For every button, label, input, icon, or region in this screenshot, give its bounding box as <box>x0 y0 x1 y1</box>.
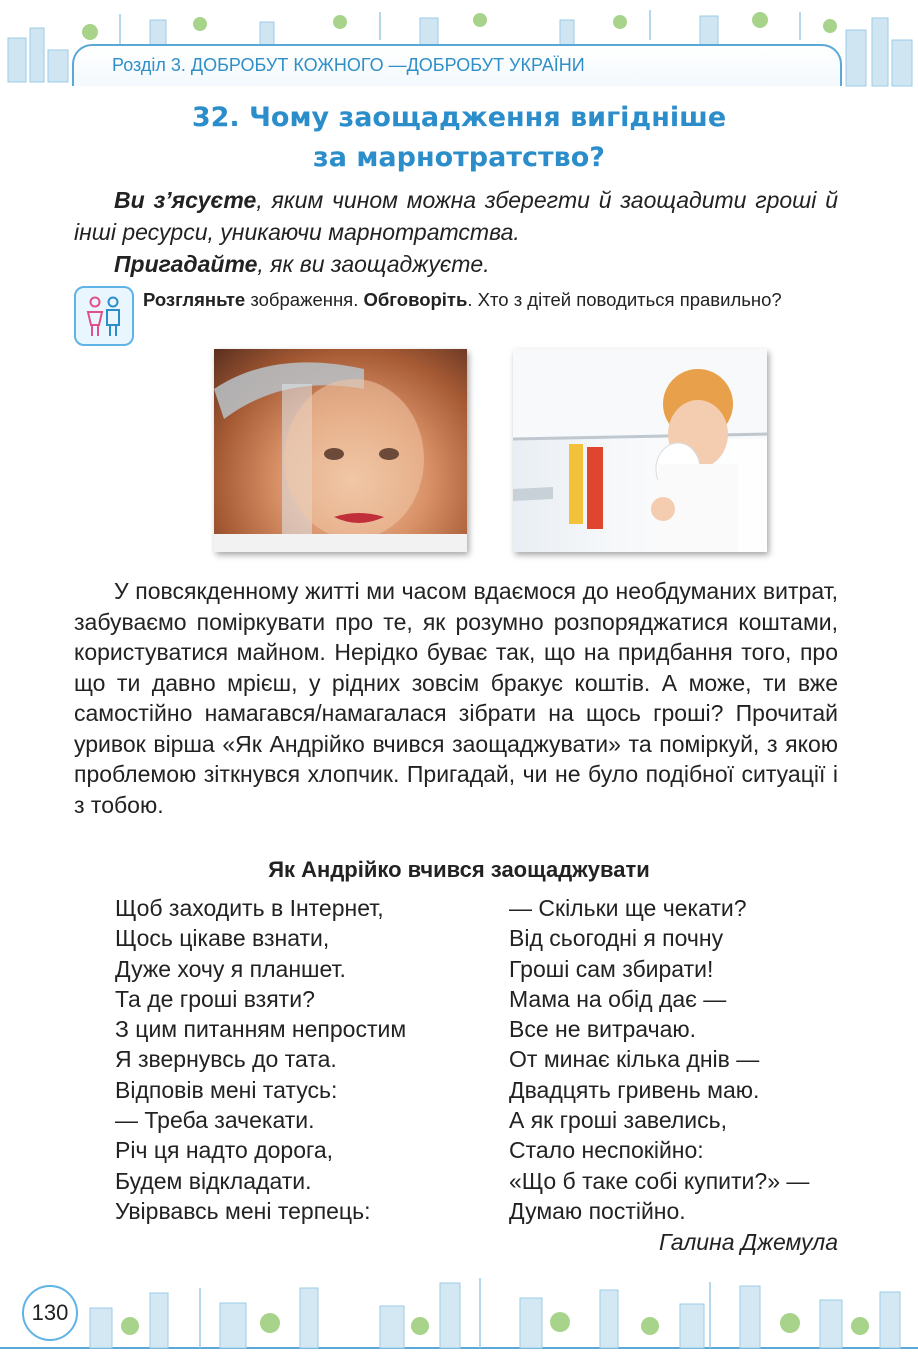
task-instructions <box>143 288 838 312</box>
poem-right-column <box>509 893 809 1226</box>
poem-line: Та де гроші взяти? <box>115 985 315 1012</box>
bottom-city-decoration <box>0 1268 918 1360</box>
task-text-2: . Хто з дітей поводиться правильно? <box>467 289 782 310</box>
poem-line: З цим питанням непростим <box>115 1016 407 1043</box>
poem-line: Стало неспокійно: <box>509 1137 704 1164</box>
poem-line: Річ ця надто дорога, <box>115 1137 334 1164</box>
intro-recall <box>74 248 838 280</box>
poem-line: Щось цікаве взнати, <box>115 925 330 952</box>
poem-line: Щоб заходить в Інтернет, <box>115 895 384 921</box>
main-paragraph-text: У повсякденному житті ми часом вдаємося до необдуманих витрат, забуваємо поміркувати про те, як розумно розпоряджатися коштами, користуватися майном. Нерідко буває так, що на придбання того, про що ти давно мрієш, у рідних зовсім бракує коштів. А може, ти вже самостійно намагався/намагалася зібрати на щось гроші? Прочитай уривок вірша «Як Андрійко вчився заощаджувати» та поміркуй, з якою проблемою зіткнувся хлопчик. Пригадай, чи не було подібної ситуації і з тобою. <box>74 578 838 818</box>
poem-line: — Треба зачекати. <box>115 1107 315 1134</box>
poem-line: Будем відкладати. <box>115 1167 312 1194</box>
lesson-title-line2: за марнотратство? <box>313 142 605 173</box>
poem-line: От минає кілька днів — <box>509 1046 760 1073</box>
page-number: 130 <box>22 1285 78 1341</box>
poem-line: Від сьогодні я почну <box>509 925 724 952</box>
poem-line: Мама на обід дає — <box>509 985 727 1012</box>
poem-left-column <box>115 893 406 1226</box>
lesson-intro <box>74 184 838 280</box>
poem-title: Як Андрійко вчився заощаджувати <box>268 857 650 882</box>
poem-line: Гроші сам збирати! <box>509 955 714 982</box>
poem-line: Відповів мені татусь: <box>115 1076 338 1103</box>
poem-line: Я звернувсь до тата. <box>115 1046 337 1073</box>
poem-line: «Що б таке собі купити?» — <box>509 1167 810 1194</box>
photo-girl-water-tap <box>214 349 467 552</box>
task-bold-discuss: Обговоріть <box>363 289 468 310</box>
task-bold-look: Розгляньте <box>143 289 246 310</box>
poem-line: Все не витрачаю. <box>509 1016 696 1043</box>
poem-line: Двадцять гривень маю. <box>509 1076 760 1103</box>
poem-line: А як гроші завелись, <box>509 1107 728 1134</box>
intro-goal-text: , яким чином можна зберегти й заощадити гроші й інші ресурси, уникаючи марнотратства. <box>74 187 838 245</box>
poem-line: — Скільки ще чекати? <box>509 895 747 921</box>
poem-line: Думаю постійно. <box>509 1197 686 1224</box>
intro-recall-bold: Пригадайте <box>114 251 258 277</box>
pair-discussion-icon <box>74 286 134 346</box>
lesson-title-line1: 32. Чому заощадження вигідніше <box>191 102 727 133</box>
poem-line: Увірвавсь мені терпець: <box>115 1197 371 1224</box>
intro-recall-text: , як ви заощаджуєте. <box>257 251 490 277</box>
section-number: Розділ 3. <box>112 55 186 75</box>
section-header <box>112 55 585 76</box>
photo-boy-washing-hands <box>513 349 767 552</box>
task-text-1: зображення. <box>245 289 364 310</box>
section-title: ДОБРОБУТ КОЖНОГО —ДОБРОБУТ УКРАЇНИ <box>190 55 585 75</box>
poem-line: Дуже хочу я планшет. <box>115 955 346 982</box>
intro-goal-bold: Ви з’ясуєте <box>114 187 257 213</box>
main-paragraph <box>74 576 838 820</box>
intro-goal <box>74 184 838 248</box>
poem-author: Галина Джемула <box>659 1229 838 1255</box>
lesson-title <box>0 98 918 178</box>
